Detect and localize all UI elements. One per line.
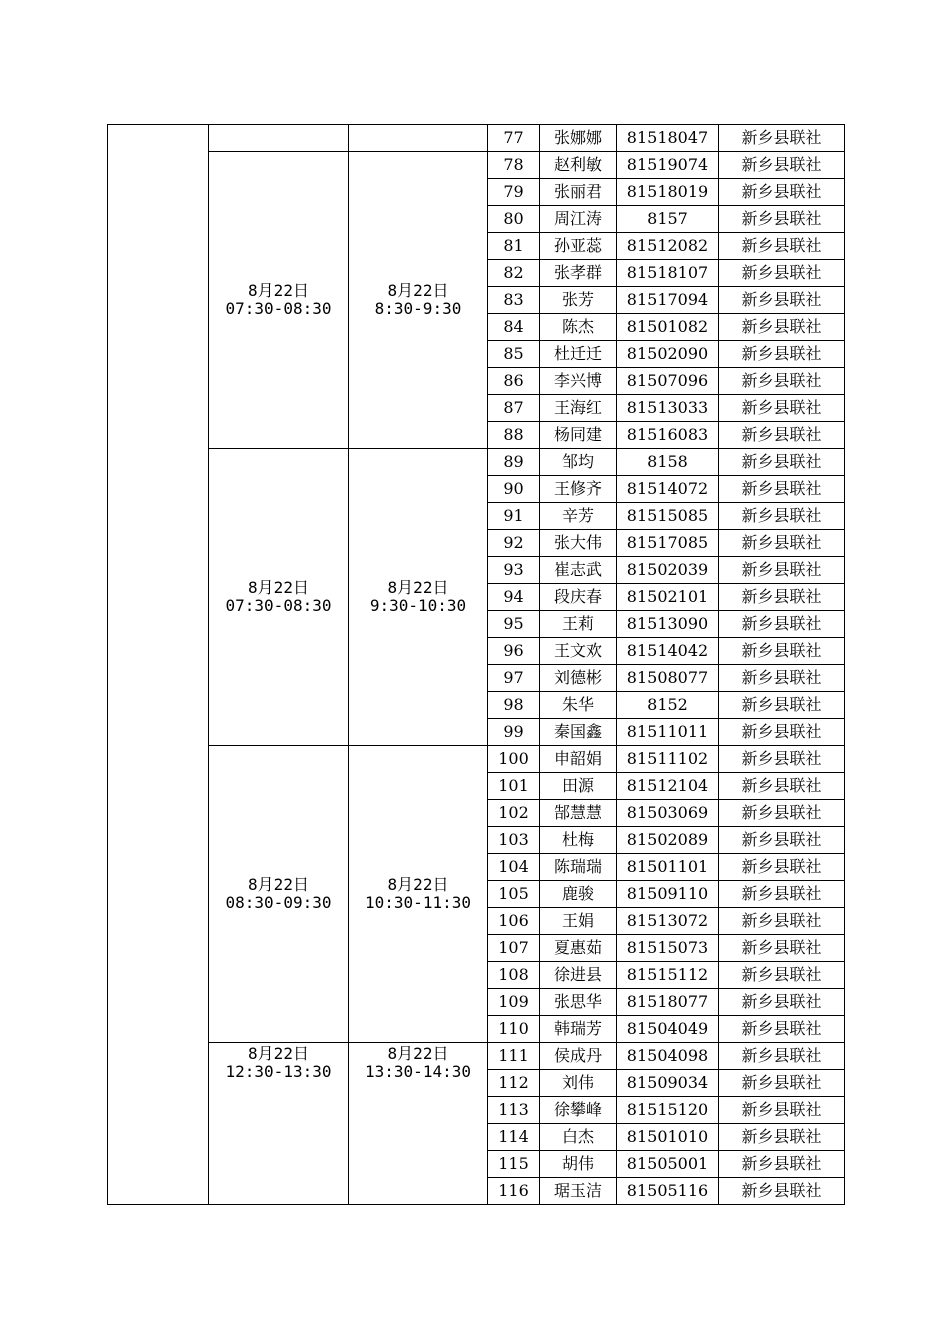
seq-number: 107 — [488, 935, 540, 962]
person-name: 崔志武 — [540, 557, 617, 584]
exam-time-range: 07:30-08:30 — [225, 299, 332, 318]
entry-time-cell — [349, 746, 488, 1043]
seq-number: 82 — [488, 260, 540, 287]
entry-time-cell — [349, 152, 488, 449]
seq-number: 114 — [488, 1124, 540, 1151]
seq-number: 86 — [488, 368, 540, 395]
seq-number: 105 — [488, 881, 540, 908]
seq-number: 102 — [488, 800, 540, 827]
exam-time-range: 12:30-13:30 — [225, 1062, 332, 1081]
seq-number: 100 — [488, 746, 540, 773]
employee-id: 81502039 — [617, 557, 719, 584]
employee-id: 81503069 — [617, 800, 719, 827]
seq-number: 85 — [488, 341, 540, 368]
employee-id: 81509110 — [617, 881, 719, 908]
person-name: 张芳 — [540, 287, 617, 314]
person-name: 琚玉洁 — [540, 1178, 617, 1205]
person-name: 徐进县 — [540, 962, 617, 989]
employee-id: 81518107 — [617, 260, 719, 287]
seq-number: 95 — [488, 611, 540, 638]
employee-id: 81518019 — [617, 179, 719, 206]
seq-number: 116 — [488, 1178, 540, 1205]
branch-name: 新乡县联社 — [719, 638, 845, 665]
branch-name: 新乡县联社 — [719, 584, 845, 611]
entry-time-range: 13:30-14:30 — [365, 1062, 471, 1081]
employee-id: 8152 — [617, 692, 719, 719]
seq-number: 78 — [488, 152, 540, 179]
person-name: 张大伟 — [540, 530, 617, 557]
employee-id: 81502089 — [617, 827, 719, 854]
entry-time-range: 9:30-10:30 — [369, 596, 467, 615]
employee-id: 81504049 — [617, 1016, 719, 1043]
exam-time-range: 07:30-08:30 — [225, 596, 332, 615]
person-name: 陈瑞瑞 — [540, 854, 617, 881]
employee-id: 81511011 — [617, 719, 719, 746]
seq-number: 99 — [488, 719, 540, 746]
branch-name: 新乡县联社 — [719, 152, 845, 179]
seq-number: 77 — [488, 125, 540, 152]
employee-id: 81514072 — [617, 476, 719, 503]
seq-number: 80 — [488, 206, 540, 233]
branch-name: 新乡县联社 — [719, 881, 845, 908]
employee-id: 81502090 — [617, 341, 719, 368]
employee-id: 81518077 — [617, 989, 719, 1016]
person-name: 侯成丹 — [540, 1043, 617, 1070]
branch-name: 新乡县联社 — [719, 1178, 845, 1205]
entry-time-range: 8:30-9:30 — [374, 299, 462, 318]
seq-number: 91 — [488, 503, 540, 530]
branch-name: 新乡县联社 — [719, 368, 845, 395]
person-name: 王海红 — [540, 395, 617, 422]
seq-number: 81 — [488, 233, 540, 260]
person-name: 田源 — [540, 773, 617, 800]
employee-id: 81517094 — [617, 287, 719, 314]
employee-id: 81501101 — [617, 854, 719, 881]
branch-name: 新乡县联社 — [719, 1070, 845, 1097]
table-row — [108, 449, 845, 476]
branch-name: 新乡县联社 — [719, 908, 845, 935]
employee-id: 81502101 — [617, 584, 719, 611]
exam-time-cell — [209, 746, 349, 1043]
person-name: 申韶娟 — [540, 746, 617, 773]
branch-name: 新乡县联社 — [719, 800, 845, 827]
employee-id: 81513090 — [617, 611, 719, 638]
employee-id: 81512104 — [617, 773, 719, 800]
branch-name: 新乡县联社 — [719, 989, 845, 1016]
person-name: 徐攀峰 — [540, 1097, 617, 1124]
employee-id: 81513033 — [617, 395, 719, 422]
seq-number: 88 — [488, 422, 540, 449]
employee-id: 81505001 — [617, 1151, 719, 1178]
employee-id: 81505116 — [617, 1178, 719, 1205]
branch-name: 新乡县联社 — [719, 1151, 845, 1178]
seq-number: 93 — [488, 557, 540, 584]
table-row — [108, 746, 845, 773]
person-name: 杜迁迁 — [540, 341, 617, 368]
entry-time-cell — [349, 125, 488, 152]
exam-time-range: 08:30-09:30 — [225, 893, 332, 912]
person-name: 杨同建 — [540, 422, 617, 449]
branch-name: 新乡县联社 — [719, 449, 845, 476]
person-name: 韩瑞芳 — [540, 1016, 617, 1043]
person-name: 张娜娜 — [540, 125, 617, 152]
seq-number: 108 — [488, 962, 540, 989]
branch-name: 新乡县联社 — [719, 1097, 845, 1124]
table-row — [108, 152, 845, 179]
person-name: 张思华 — [540, 989, 617, 1016]
exam-time-date: 8月22日 — [248, 281, 309, 300]
employee-id: 81515112 — [617, 962, 719, 989]
seq-number: 87 — [488, 395, 540, 422]
employee-id: 81509034 — [617, 1070, 719, 1097]
branch-name: 新乡县联社 — [719, 719, 845, 746]
employee-id: 81508077 — [617, 665, 719, 692]
seq-number: 97 — [488, 665, 540, 692]
branch-name: 新乡县联社 — [719, 422, 845, 449]
seq-number: 104 — [488, 854, 540, 881]
seq-number: 90 — [488, 476, 540, 503]
entry-time-date: 8月22日 — [387, 578, 449, 597]
employee-id: 81517085 — [617, 530, 719, 557]
schedule-body — [108, 125, 845, 1205]
entry-time-cell — [349, 1043, 488, 1205]
person-name: 鹿骏 — [540, 881, 617, 908]
seq-number: 92 — [488, 530, 540, 557]
employee-id: 81514042 — [617, 638, 719, 665]
seq-number: 96 — [488, 638, 540, 665]
seq-number: 112 — [488, 1070, 540, 1097]
branch-name: 新乡县联社 — [719, 314, 845, 341]
branch-name: 新乡县联社 — [719, 773, 845, 800]
branch-name: 新乡县联社 — [719, 395, 845, 422]
branch-name: 新乡县联社 — [719, 125, 845, 152]
person-name: 王娟 — [540, 908, 617, 935]
branch-name: 新乡县联社 — [719, 206, 845, 233]
employee-id: 81515073 — [617, 935, 719, 962]
table-row — [108, 125, 845, 152]
person-name: 孙亚蕊 — [540, 233, 617, 260]
person-name: 周江涛 — [540, 206, 617, 233]
branch-name: 新乡县联社 — [719, 503, 845, 530]
branch-name: 新乡县联社 — [719, 341, 845, 368]
seq-number: 94 — [488, 584, 540, 611]
seq-number: 83 — [488, 287, 540, 314]
employee-id: 81515120 — [617, 1097, 719, 1124]
employee-id: 81515085 — [617, 503, 719, 530]
person-name: 朱华 — [540, 692, 617, 719]
branch-name: 新乡县联社 — [719, 260, 845, 287]
person-name: 李兴博 — [540, 368, 617, 395]
branch-name: 新乡县联社 — [719, 692, 845, 719]
employee-id: 81501082 — [617, 314, 719, 341]
employee-id: 81501010 — [617, 1124, 719, 1151]
person-name: 刘伟 — [540, 1070, 617, 1097]
branch-name: 新乡县联社 — [719, 827, 845, 854]
entry-time-date: 8月22日 — [387, 875, 449, 894]
person-name: 王修齐 — [540, 476, 617, 503]
employee-id: 8157 — [617, 206, 719, 233]
seq-number: 101 — [488, 773, 540, 800]
branch-name: 新乡县联社 — [719, 530, 845, 557]
person-name: 段庆春 — [540, 584, 617, 611]
branch-name: 新乡县联社 — [719, 854, 845, 881]
branch-name: 新乡县联社 — [719, 665, 845, 692]
seq-number: 111 — [488, 1043, 540, 1070]
employee-id: 81518047 — [617, 125, 719, 152]
employee-id: 81504098 — [617, 1043, 719, 1070]
employee-id: 81507096 — [617, 368, 719, 395]
exam-time-date: 8月22日 — [248, 875, 309, 894]
seq-number: 98 — [488, 692, 540, 719]
branch-name: 新乡县联社 — [719, 233, 845, 260]
employee-id: 8158 — [617, 449, 719, 476]
person-name: 陈杰 — [540, 314, 617, 341]
branch-name: 新乡县联社 — [719, 1043, 845, 1070]
person-name: 秦国鑫 — [540, 719, 617, 746]
table-row — [108, 1043, 845, 1070]
exam-time-cell — [209, 152, 349, 449]
employee-id: 81511102 — [617, 746, 719, 773]
entry-time-date: 8月22日 — [387, 281, 449, 300]
exam-time-date: 8月22日 — [248, 1044, 309, 1063]
seq-number: 113 — [488, 1097, 540, 1124]
person-name: 辛芳 — [540, 503, 617, 530]
employee-id: 81513072 — [617, 908, 719, 935]
group-label-cell — [108, 125, 209, 1205]
person-name: 刘德彬 — [540, 665, 617, 692]
exam-schedule-table — [107, 124, 845, 1205]
seq-number: 109 — [488, 989, 540, 1016]
employee-id: 81519074 — [617, 152, 719, 179]
exam-time-date: 8月22日 — [248, 578, 309, 597]
branch-name: 新乡县联社 — [719, 476, 845, 503]
seq-number: 110 — [488, 1016, 540, 1043]
exam-time-cell — [209, 449, 349, 746]
person-name: 赵利敏 — [540, 152, 617, 179]
seq-number: 84 — [488, 314, 540, 341]
branch-name: 新乡县联社 — [719, 746, 845, 773]
branch-name: 新乡县联社 — [719, 1124, 845, 1151]
person-name: 王文欢 — [540, 638, 617, 665]
entry-time-range: 10:30-11:30 — [365, 893, 471, 912]
employee-id: 81516083 — [617, 422, 719, 449]
branch-name: 新乡县联社 — [719, 935, 845, 962]
seq-number: 103 — [488, 827, 540, 854]
seq-number: 89 — [488, 449, 540, 476]
exam-time-cell — [209, 1043, 349, 1205]
entry-time-cell — [349, 449, 488, 746]
person-name: 白杰 — [540, 1124, 617, 1151]
person-name: 邹均 — [540, 449, 617, 476]
branch-name: 新乡县联社 — [719, 287, 845, 314]
person-name: 胡伟 — [540, 1151, 617, 1178]
seq-number: 106 — [488, 908, 540, 935]
entry-time-date: 8月22日 — [387, 1044, 449, 1063]
person-name: 郜慧慧 — [540, 800, 617, 827]
person-name: 张孝群 — [540, 260, 617, 287]
branch-name: 新乡县联社 — [719, 179, 845, 206]
branch-name: 新乡县联社 — [719, 611, 845, 638]
seq-number: 115 — [488, 1151, 540, 1178]
person-name: 杜梅 — [540, 827, 617, 854]
person-name: 王莉 — [540, 611, 617, 638]
person-name: 夏惠茹 — [540, 935, 617, 962]
branch-name: 新乡县联社 — [719, 962, 845, 989]
exam-time-cell — [209, 125, 349, 152]
seq-number: 79 — [488, 179, 540, 206]
person-name: 张丽君 — [540, 179, 617, 206]
branch-name: 新乡县联社 — [719, 557, 845, 584]
employee-id: 81512082 — [617, 233, 719, 260]
branch-name: 新乡县联社 — [719, 1016, 845, 1043]
